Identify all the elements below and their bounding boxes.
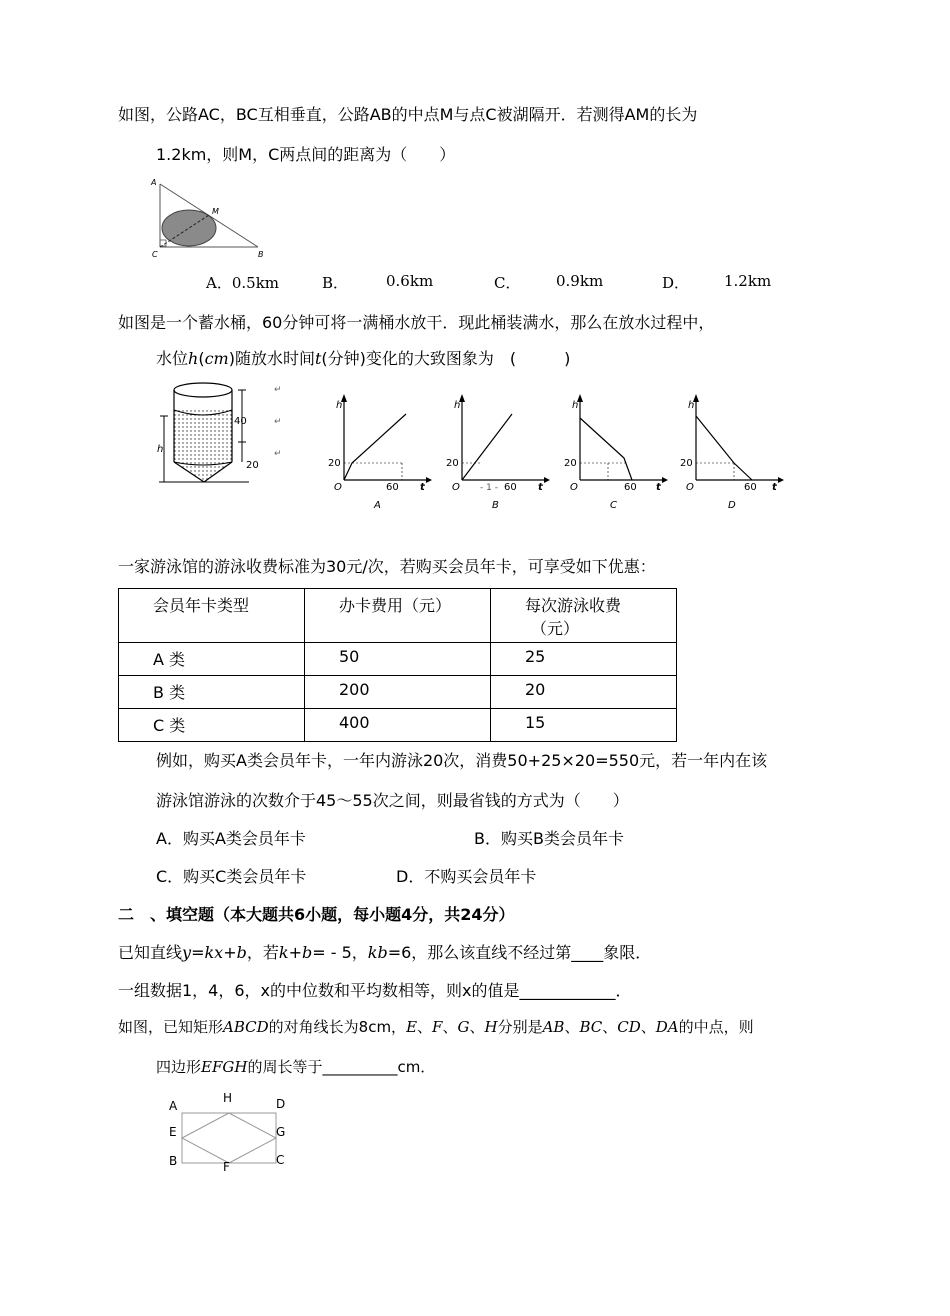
q6-l2c: cm． <box>397 1058 436 1076</box>
q6-sep5: 、 <box>602 1018 618 1036</box>
graph-c-x-label: t <box>656 482 661 493</box>
graph-c-x-arrow <box>662 477 668 483</box>
graph-b <box>440 392 550 510</box>
q4-var-kb: kb <box>367 943 388 962</box>
q6-f: F <box>432 1018 443 1036</box>
graph-a-x-arrow <box>426 477 432 483</box>
label-a: A <box>151 178 157 187</box>
graph-d-name: D <box>728 500 736 510</box>
q1-option-c-value: 0.9km <box>556 272 604 290</box>
graph-b-origin: O <box>452 482 460 493</box>
graph-d-x-tick: 60 <box>744 482 757 493</box>
q3-example: 例如，购买A类会员年卡，一年内游泳20次，消费50+25×20=550元，若一年内在该 <box>156 751 768 770</box>
q1-option-d-letter: D． <box>662 274 690 292</box>
q2-line2-p3: )随放水时间 <box>228 349 315 368</box>
q3-option-d: D．不购买会员年卡 <box>396 867 537 886</box>
table-cell <box>119 643 305 676</box>
q4-var-kx: kx <box>204 943 224 962</box>
q4-p2: ，若 <box>246 943 279 962</box>
rhombus-efgh <box>182 1113 276 1163</box>
q6-g: G <box>457 1018 470 1036</box>
fig-label-g: G <box>276 1125 286 1139</box>
q1-option-b-letter: B． <box>322 274 349 292</box>
q6-l2a: 四边形 <box>156 1058 202 1076</box>
q6-sep4: 、 <box>564 1018 580 1036</box>
q1-figure <box>148 172 278 264</box>
graph-a-x-tick: 60 <box>386 482 399 493</box>
table-cell <box>491 709 677 742</box>
q2-line1: 如图是一个蓄水桶，60分钟可将一满桶水放干．现此桶装满水，那么在放水过程中， <box>118 313 715 332</box>
graph-c-origin: O <box>570 482 578 493</box>
graph-d-origin: O <box>686 482 694 493</box>
graph-b-name: B <box>492 500 499 510</box>
header-cell-per-swim <box>491 589 677 643</box>
row-b-type: B 类 <box>153 683 186 702</box>
q6-e: E <box>406 1018 418 1036</box>
q1-option-c-letter: C． <box>494 274 521 292</box>
q1-option-d-value: 1.2km <box>724 272 772 290</box>
fig-label-b: B <box>169 1154 178 1168</box>
q5-end: ． <box>615 981 632 1000</box>
q3-option-c: C．购买C类会员年卡 <box>156 867 307 886</box>
q3-intro: 一家游泳馆的游泳收费标准为30元/次，若购买会员年卡，可享受如下优惠： <box>118 557 656 576</box>
q4-eq: = <box>191 943 205 962</box>
table-row <box>119 643 677 676</box>
q2-line2-p1: 水位 <box>156 349 189 368</box>
graph-a-y-tick: 20 <box>328 458 341 469</box>
graph-d <box>674 392 784 510</box>
q6-cd: CD <box>617 1018 641 1036</box>
q6-h: H <box>484 1018 498 1036</box>
q4-p4: =6，那么该直线不经过第 <box>387 943 572 962</box>
q4-var-b2: b <box>301 943 313 962</box>
return-mark-1: ↵ <box>274 385 282 395</box>
row-a-fee: 50 <box>339 647 360 666</box>
bucket-top-rim <box>174 383 232 397</box>
q6-p4: 的中点，则 <box>678 1018 754 1036</box>
table-cell <box>491 643 677 676</box>
graph-c-y-label: h <box>572 400 579 411</box>
q6-line1 <box>118 1016 754 1037</box>
q4-p3: = - 5， <box>312 943 368 962</box>
table-row <box>119 709 677 742</box>
fig-label-h: H <box>223 1091 233 1105</box>
q4-text <box>118 940 651 963</box>
rectangle-abcd <box>182 1113 276 1163</box>
h-dim-label: h <box>157 444 164 455</box>
q6-sep2: 、 <box>442 1018 458 1036</box>
row-b-fee: 200 <box>339 680 370 699</box>
return-mark-3: ↵ <box>274 449 282 459</box>
table-cell <box>119 676 305 709</box>
graph-d-x-arrow <box>778 477 784 483</box>
q6-ab: AB <box>542 1018 565 1036</box>
row-b-per-swim: 20 <box>525 680 546 699</box>
label-c: C <box>152 250 158 259</box>
table-row <box>119 676 677 709</box>
table-cell <box>305 676 491 709</box>
q6-p2: 的对角线长为8cm， <box>268 1018 407 1036</box>
q6-line2 <box>156 1056 435 1077</box>
q6-abcd: ABCD <box>223 1018 269 1036</box>
q6-sep1: 、 <box>417 1018 433 1036</box>
table-cell <box>305 709 491 742</box>
graph-c-name: C <box>610 500 617 510</box>
graph-d-x-label: t <box>772 482 777 493</box>
q4-p1: 已知直线 <box>118 943 183 962</box>
q3-option-b: B．购买B类会员年卡 <box>474 829 624 848</box>
water-fill <box>174 410 232 482</box>
q4-p5: 象限． <box>603 943 652 962</box>
graph-a <box>322 392 432 510</box>
q1-option-a: A．0.5km <box>206 274 280 292</box>
row-c-per-swim: 15 <box>525 713 546 732</box>
q6-p3: 分别是 <box>497 1018 543 1036</box>
dim-label-20: 20 <box>246 460 259 471</box>
q6-sep3: 、 <box>469 1018 485 1036</box>
header-per-swim-unit: （元） <box>531 619 580 638</box>
section-2-heading: 二 、填空题（本大题共6小题，每小题4分，共24分） <box>118 905 515 924</box>
q4-var-k: k <box>278 943 289 962</box>
q4-plus: + <box>223 943 237 962</box>
header-per-swim: 每次游泳收费 <box>525 596 622 615</box>
table-cell <box>491 676 677 709</box>
graph-a-curve <box>344 414 406 480</box>
row-c-type: C 类 <box>153 716 186 735</box>
row-c-fee: 400 <box>339 713 370 732</box>
q6-sep6: 、 <box>640 1018 656 1036</box>
q1-option-b-value: 0.6km <box>386 272 434 290</box>
q2-line2 <box>156 346 570 369</box>
dim-label-40: 40 <box>234 416 247 427</box>
bucket-figure <box>154 378 294 498</box>
q4-plus2: + <box>288 943 302 962</box>
header-cell-type <box>119 589 305 643</box>
graph-b-y-tick: 20 <box>446 458 459 469</box>
q1-line1: 如图，公路AC，BC互相垂直，公路AB的中点M与点C被湖隔开．若测得AM的长为 <box>118 105 698 124</box>
q6-efgh: EFGH <box>201 1058 248 1076</box>
graph-b-y-label: h <box>454 400 461 411</box>
q5-answer-blank[interactable]: ____________ <box>519 981 616 1000</box>
graph-b-x-tick: 60 <box>504 482 517 493</box>
page-number-mark: - 1 - <box>480 483 498 493</box>
q2-line2-p4: (分钟)变化的大致图象为 ( ) <box>321 349 571 368</box>
fig-label-e: E <box>169 1125 177 1139</box>
graph-a-x-label: t <box>420 482 425 493</box>
header-cell-fee <box>305 589 491 643</box>
q6-da: DA <box>655 1018 679 1036</box>
q5-body: 一组数据1，4，6，x的中位数和平均数相等，则x的值是 <box>118 981 520 1000</box>
q6-p1: 如图，已知矩形 <box>118 1018 224 1036</box>
graph-c-x-tick: 60 <box>624 482 637 493</box>
table-cell <box>119 709 305 742</box>
table-header-row <box>119 589 677 643</box>
rectangle-figure <box>160 1086 300 1176</box>
row-a-per-swim: 25 <box>525 647 546 666</box>
right-angle-mark <box>160 240 166 246</box>
graph-a-name: A <box>374 500 381 510</box>
graph-a-y-label: h <box>336 400 343 411</box>
row-a-type: A 类 <box>153 650 186 669</box>
q3-option-a: A．购买A类会员年卡 <box>156 829 306 848</box>
header-type: 会员年卡类型 <box>153 596 250 615</box>
graph-c-curve <box>580 418 632 480</box>
graph-a-origin: O <box>334 482 342 493</box>
label-b: B <box>258 250 264 259</box>
fig-label-d: D <box>276 1097 286 1111</box>
q6-bc: BC <box>579 1018 603 1036</box>
fig-label-c: C <box>276 1153 285 1167</box>
graph-d-curve <box>696 416 752 480</box>
q2-var-t: t <box>314 349 322 368</box>
q4-var-y: y <box>182 943 192 962</box>
q5-text <box>118 978 632 1001</box>
graph-d-y-label: h <box>688 400 695 411</box>
graph-b-x-arrow <box>544 477 550 483</box>
q2-unit-cm: cm <box>204 349 229 368</box>
graph-c <box>558 392 668 510</box>
q4-answer-blank[interactable]: ____ <box>571 943 604 962</box>
header-fee: 办卡费用（元） <box>339 596 452 615</box>
q2-var-h: h <box>188 349 199 368</box>
return-mark-2: ↵ <box>274 417 282 427</box>
q3-question: 游泳馆游泳的次数介于45～55次之间，则最省钱的方式为（ ） <box>156 791 629 810</box>
graph-b-curve <box>462 414 512 480</box>
table-cell <box>305 643 491 676</box>
fig-label-f: F <box>223 1160 230 1174</box>
graph-b-x-label: t <box>538 482 543 493</box>
q6-answer-blank[interactable]: __________ <box>322 1058 398 1076</box>
fee-table <box>118 588 677 742</box>
q4-var-b: b <box>236 943 247 962</box>
graph-c-y-tick: 20 <box>564 458 577 469</box>
graph-d-y-tick: 20 <box>680 458 693 469</box>
q6-l2b: 的周长等于 <box>247 1058 323 1076</box>
q2-line2-p2: ( <box>198 349 205 368</box>
q1-line2: 1.2km，则M，C两点间的距离为（ ） <box>156 145 456 164</box>
label-m: M <box>212 207 219 216</box>
fig-label-a: A <box>169 1099 178 1113</box>
